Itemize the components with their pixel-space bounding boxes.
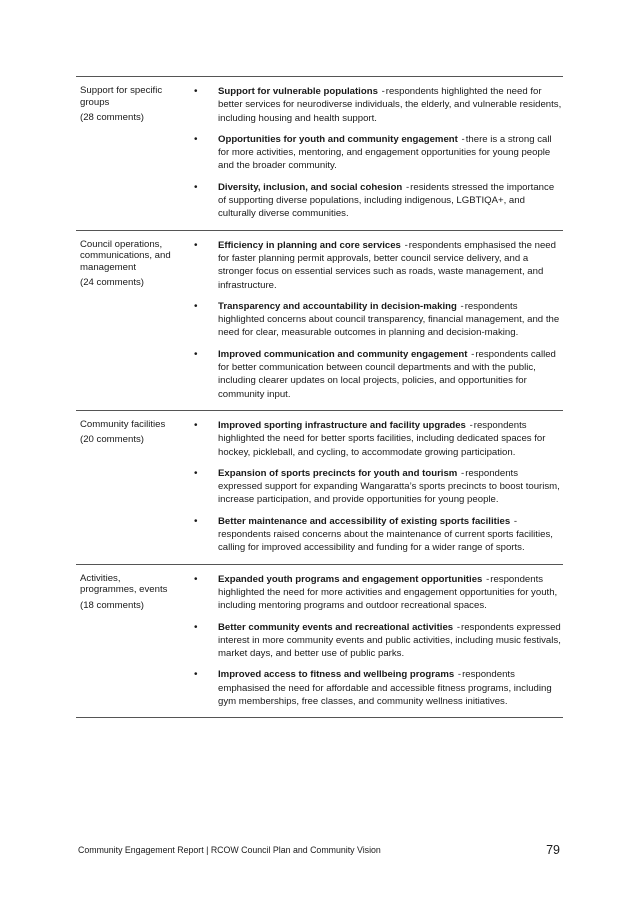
category-name: Community facilities bbox=[80, 418, 166, 430]
item-separator: - bbox=[404, 239, 408, 251]
item-text: respondents highlighted the need for better sports facilities, including dedicated spaces for hockey, pickleball, and cycling, to accommodate growing participation. bbox=[218, 419, 546, 458]
list-item bbox=[192, 181, 563, 221]
item-separator: - bbox=[469, 419, 473, 431]
footer-title: Community Engagement Report | RCOW Council Plan and Community Vision bbox=[78, 845, 381, 855]
comment-count: (24 comments) bbox=[80, 277, 144, 289]
page-number: 79 bbox=[546, 843, 560, 857]
item-separator: - bbox=[471, 348, 475, 360]
table-row bbox=[76, 231, 563, 411]
bullet-icon: • bbox=[194, 621, 198, 633]
item-title: Efficiency in planning and core services bbox=[218, 239, 401, 251]
theme-list bbox=[192, 419, 563, 555]
item-title: Support for vulnerable populations bbox=[218, 86, 378, 97]
item-separator: - bbox=[456, 621, 461, 633]
bullet-icon: • bbox=[194, 573, 198, 585]
category-name: Council operations, communications, and management bbox=[80, 238, 171, 273]
item-title: Better community events and recreational activities bbox=[218, 621, 454, 633]
list-item bbox=[192, 573, 563, 613]
item-text: respondents highlighted the need for better services for neurodiverse individuals, the elderly, and vulnerable residents, including housing and health support. bbox=[218, 86, 562, 124]
bullet-icon: • bbox=[194, 300, 198, 312]
item-title: Expanded youth programs and engagement opportunities bbox=[218, 573, 483, 585]
item-separator: - bbox=[513, 515, 518, 527]
item-text: respondents emphasised the need for affordable and accessible fitness programs, including gym memberships, free classes, and community wellness initiatives. bbox=[218, 669, 552, 707]
item-title: Improved sporting infrastructure and facility upgrades bbox=[218, 419, 466, 431]
list-item bbox=[192, 621, 563, 661]
item-separator: - bbox=[457, 669, 462, 681]
item-separator: - bbox=[460, 300, 464, 312]
item-separator: - bbox=[461, 133, 465, 145]
bullet-icon: • bbox=[194, 239, 198, 251]
bullet-icon: • bbox=[194, 669, 198, 681]
list-item bbox=[192, 348, 563, 401]
bullet-icon: • bbox=[194, 181, 198, 193]
category-cell bbox=[76, 573, 192, 709]
category-name: Activities, programmes, events bbox=[80, 572, 168, 596]
item-separator: - bbox=[461, 467, 465, 479]
item-separator: - bbox=[405, 181, 410, 193]
list-item bbox=[192, 515, 563, 555]
list-item bbox=[192, 419, 563, 459]
item-text: respondents called for better communication between council departments and with the public, including clearer updates on local projects, policies, and opportunities for community input. bbox=[218, 348, 556, 400]
item-title: Diversity, inclusion, and social cohesion bbox=[218, 181, 403, 193]
list-item bbox=[192, 85, 563, 125]
table-row bbox=[76, 565, 563, 719]
bullet-icon: • bbox=[194, 419, 198, 431]
item-title: Improved communication and community engagement bbox=[218, 348, 468, 360]
list-item bbox=[192, 133, 563, 173]
comment-count: (28 comments) bbox=[80, 112, 144, 123]
category-name: Support for specific groups bbox=[80, 85, 163, 108]
item-text: respondents expressed interest in more community events and public activities, including music festivals, market days, and better use of public parks. bbox=[218, 621, 561, 660]
bullet-icon: • bbox=[194, 133, 198, 145]
item-text: respondents emphasised the need for faster planning permit approvals, better council service delivery, and a stronger focus on essential services such as roads, waste management, and infrastructure. bbox=[218, 239, 556, 291]
theme-list bbox=[192, 573, 563, 709]
bullet-icon: • bbox=[194, 515, 198, 527]
item-title: Improved access to fitness and wellbeing programs bbox=[218, 669, 455, 681]
item-text: respondents expressed support for expanding Wangaratta’s sports precincts to boost tourism, increase participation, and provide opportunities for young people. bbox=[218, 467, 560, 506]
comment-count: (20 comments) bbox=[80, 434, 144, 446]
bullet-icon: • bbox=[194, 467, 198, 479]
bullet-icon: • bbox=[194, 86, 198, 97]
item-title: Opportunities for youth and community engagement bbox=[218, 133, 458, 145]
category-cell bbox=[76, 419, 192, 555]
theme-list bbox=[192, 239, 563, 401]
list-item bbox=[192, 239, 563, 292]
comment-count: (18 comments) bbox=[80, 599, 144, 611]
item-title: Transparency and accountability in decision-making bbox=[218, 300, 457, 312]
bullet-icon: • bbox=[194, 348, 198, 360]
category-cell bbox=[76, 239, 192, 401]
item-title: Expansion of sports precincts for youth and tourism bbox=[218, 467, 458, 479]
item-title: Better maintenance and accessibility of existing sports facilities bbox=[218, 515, 511, 527]
theme-list bbox=[192, 85, 563, 221]
table-row bbox=[76, 77, 563, 231]
item-text: respondents highlighted concerns about council transparency, financial management, and the need for clear, measurable outcomes in planning and decision-making. bbox=[218, 300, 560, 339]
item-text: residents stressed the importance of supporting diverse populations, including indigenous, LGBTIQA+, and culturally diverse communities. bbox=[218, 181, 555, 220]
list-item bbox=[192, 668, 563, 708]
comments-table bbox=[76, 76, 563, 718]
category-cell bbox=[76, 85, 192, 221]
item-separator: - bbox=[486, 573, 490, 585]
item-text: respondents raised concerns about the maintenance of current sports facilities, calling for improved accessibility and funding for a wider range of sports. bbox=[218, 529, 553, 554]
item-text: there is a strong call for more activities, mentoring, and engagement opportunities for young people and the broader community. bbox=[218, 133, 552, 172]
item-separator: - bbox=[381, 86, 385, 97]
table-row bbox=[76, 411, 563, 565]
item-text: respondents highlighted the need for more activities and engagement opportunities for youth, including mentoring programs and outdoor recreational spaces. bbox=[218, 573, 558, 612]
list-item bbox=[192, 300, 563, 340]
list-item bbox=[192, 467, 563, 507]
